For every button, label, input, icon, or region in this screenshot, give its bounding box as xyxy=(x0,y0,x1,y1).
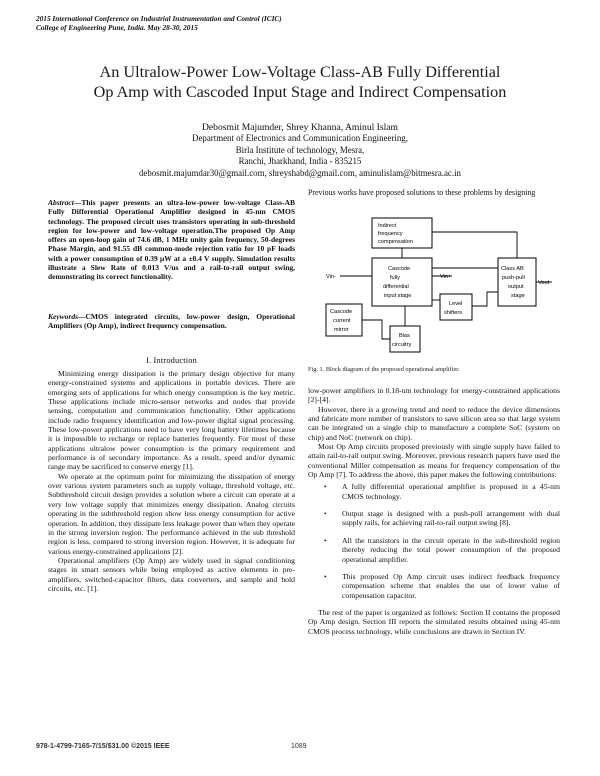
contribution-text: A fully differential operational amplifier is proposed in a 45-nm CMOS technology. xyxy=(342,482,560,501)
contribution-text: This proposed Op Amp circuit uses indirect feedback frequency compensation scheme that enables the use of lower value of compensation capacitor. xyxy=(342,571,560,600)
abstract-label: Abstract xyxy=(48,198,74,207)
output-stage-block xyxy=(498,258,536,306)
conference-line-1: 2015 International Conference on Industrial Instrumentation and Control (ICIC) xyxy=(36,14,282,23)
author-names: Debosmit Majumder, Shrey Khanna, Aminul Islam xyxy=(202,122,398,133)
level-line-2: shifters xyxy=(444,310,463,316)
stage-line-2: fully xyxy=(390,275,400,281)
intro-paragraph-3: Operational amplifiers (Op Amp) are widely used in signal conditioning stages in smart sensors while being employed as active elements in pre-amplifiers, switched-capacitor filters, data converters, and sample and hold circuits, etc. [1]. xyxy=(48,555,295,593)
vin-minus-label: Vin- xyxy=(326,274,336,280)
output-line-1: Class AB xyxy=(501,266,524,272)
contribution-item xyxy=(308,536,560,564)
bullet: • xyxy=(324,535,327,545)
output-line-4: stage xyxy=(511,293,525,299)
current-mirror-block xyxy=(326,304,362,336)
right-paragraph-2: However, there is a growing trend and need to reduce the device dimensions and fabricate more number of transistors to save silicon area so that large system can be integrated on a single chip to manufacture a complete SoC (system on chip) and NoC (network on chip). xyxy=(308,404,560,442)
contribution-item xyxy=(308,572,560,600)
abstract xyxy=(48,198,295,282)
level-shifter-block xyxy=(440,294,472,320)
conference-header xyxy=(36,14,282,32)
intro-paragraph-1: Minimizing energy dissipation is the primary design objective for many energy-constrained systems and applications in portable devices. There are emerging sets of applications for which energy consumption is the key metric. These applications include micro-sensor networks and nodes that provide sensing, computation and communication functionality. Other applications include radio frequency identification and low-power digital signal processing. These low-power applications need to have very long battery lifetimes because it is impossible to recharge or replace batteries frequently. For most of these applications ultralow power consumption is the primary requirement and performance is of secondary importance. As a result, speed and/or dynamic range may be sacrificed to conserve energy [1]. xyxy=(48,369,295,472)
keywords xyxy=(48,312,295,331)
closing-paragraph: The rest of the paper is organized as follows: Section II contains the proposed Op Amp design. Section III reports the simulated results obtained using 45-nm CMOS process technology, while conclusions are drawn in Section IV. xyxy=(308,607,560,636)
author-block xyxy=(160,122,440,168)
conference-line-2: College of Engineering Pune, India. May 28-30, 2015 xyxy=(36,23,198,32)
keywords-text: —CMOS integrated circuits, low-power design, Operational Amplifiers (Op Amp), indirect frequency compensation. xyxy=(48,312,295,331)
contribution-text: Output stage is designed with a push-pull arrangement with dual supply rails, for achieving rail-to-rail output swing [8]. xyxy=(342,509,560,528)
contribution-text: All the transistors in the circuit operate in the sub-threshold region thereby reducing the total power consumption of the proposed operational amplifier. xyxy=(342,535,560,564)
stage-line-1: Cascode xyxy=(388,266,411,272)
input-stage-block xyxy=(372,258,432,306)
output-line-3: output xyxy=(508,284,524,290)
contribution-item xyxy=(308,509,560,528)
bias-line-2: circuitry xyxy=(392,342,412,348)
right-paragraph-3: Most Op Amp circuits proposed previously with single supply have failed to attain rail-to-rail output swing. Moreover, previous research papers have used the conventional Miller compensation as means for frequency compensation of the Op Amp [7]. To address the above, this paper makes the following contributions: xyxy=(308,442,560,480)
vout-label: Vout xyxy=(538,280,550,286)
mirror-line-1: Cascode xyxy=(330,309,353,315)
bullet: • xyxy=(324,571,327,581)
block-diagram xyxy=(312,212,560,360)
compensation-block xyxy=(372,218,432,248)
contribution-item xyxy=(308,482,560,501)
paper-title xyxy=(40,62,560,102)
mirror-line-2: current xyxy=(333,318,351,324)
right-column-body xyxy=(308,386,560,636)
comp-line-1: Indirect xyxy=(378,223,397,229)
author-emails: debosmit.majumdar30@gmail.com, shreyshabd@gmail.com, aminulislam@bitmesra.ac.in xyxy=(138,168,461,178)
footer-isbn: 978-1-4799-7165-7/15/$31.00 ©2015 IEEE xyxy=(36,743,170,750)
intro-paragraph-2: We operate at the optimum point for minimizing the dissipation of energy over various system parameters such as supply voltage, threshold voltage, etc. Subthreshold circuit design provides a solution where a circuit can operate at a very low voltage supply that minimizes energy dissipation. Analog circuits operating in the subthreshold region show less energy consumption for active operation. In addition, they dissipate less leakage power than when they operate in the strong inversion region. The performance achieved in the sub threshold region is less, compared to strong inversion region. However, it is adequate for various energy-constrained applications [2]. xyxy=(48,471,295,556)
keywords-label: Keywords xyxy=(48,312,78,321)
comp-line-3: compensation xyxy=(378,239,413,245)
level-line-1: Level xyxy=(449,301,463,307)
right-column-intro: Previous works have proposed solutions to these problems by designing xyxy=(308,188,536,197)
bullet: • xyxy=(324,482,327,492)
stage-line-4: input stage xyxy=(384,293,412,299)
mirror-line-3: mirror xyxy=(334,327,349,333)
comp-line-2: frequency xyxy=(378,231,403,237)
figure-caption: Fig. 1. Block diagram of the proposed operational amplifier. xyxy=(308,366,460,373)
author-institute: Birla Institute of technology, Mesra, xyxy=(235,144,365,155)
left-column-body xyxy=(48,369,295,593)
vin-plus-label: Vin+ xyxy=(440,274,452,280)
level-to-output-wire xyxy=(472,292,498,306)
title-line-1: An Ultralow-Power Low-Voltage Class-AB Fully Differential xyxy=(99,63,501,81)
comp-feedback-wire xyxy=(432,232,517,258)
right-paragraph-1: low-power amplifiers in 0.18-um technology for energy-constrained applications [2]-[4]. xyxy=(308,386,560,405)
bias-block xyxy=(390,326,420,352)
contributions-list xyxy=(308,482,560,599)
bullet: • xyxy=(324,509,327,519)
author-department: Department of Electronics and Communication Engineering, xyxy=(192,133,408,144)
title-line-2: Op Amp with Cascoded Input Stage and Indirect Compensation xyxy=(93,83,507,101)
page-number: 1089 xyxy=(291,743,307,750)
bias-line-1: Bias xyxy=(399,333,410,339)
output-line-2: push-pull xyxy=(502,275,525,281)
mirror-to-bias-wire xyxy=(362,320,390,339)
abstract-text: —This paper presents an ultra-low-power low-voltage Class-AB Fully Differential Operational Amplifier designed in 45-nm CMOS technology. The proposed circuit uses transistors operating in sub-threshold region for low-power and low-voltage operation.The proposed Op Amp offers an open-loop gain of 74.6 dB, 1 MHz unity gain frequency, 50-degrees Phase Margin, and 91.55 dB common-mode rejection ratio for 10 pF loads with a power consumption of 0.39 μW at a ±0.4 V supply. Simulation results illustrate a Slew Rate of 0.013 V/us and a rail-to-rail output swing, demonstrating its correct functionality. xyxy=(48,198,295,282)
author-city: Ranchi, Jharkhand, India - 835215 xyxy=(238,156,362,167)
section-heading: I. Introduction xyxy=(146,356,197,365)
stage-line-3: differential xyxy=(383,284,409,290)
